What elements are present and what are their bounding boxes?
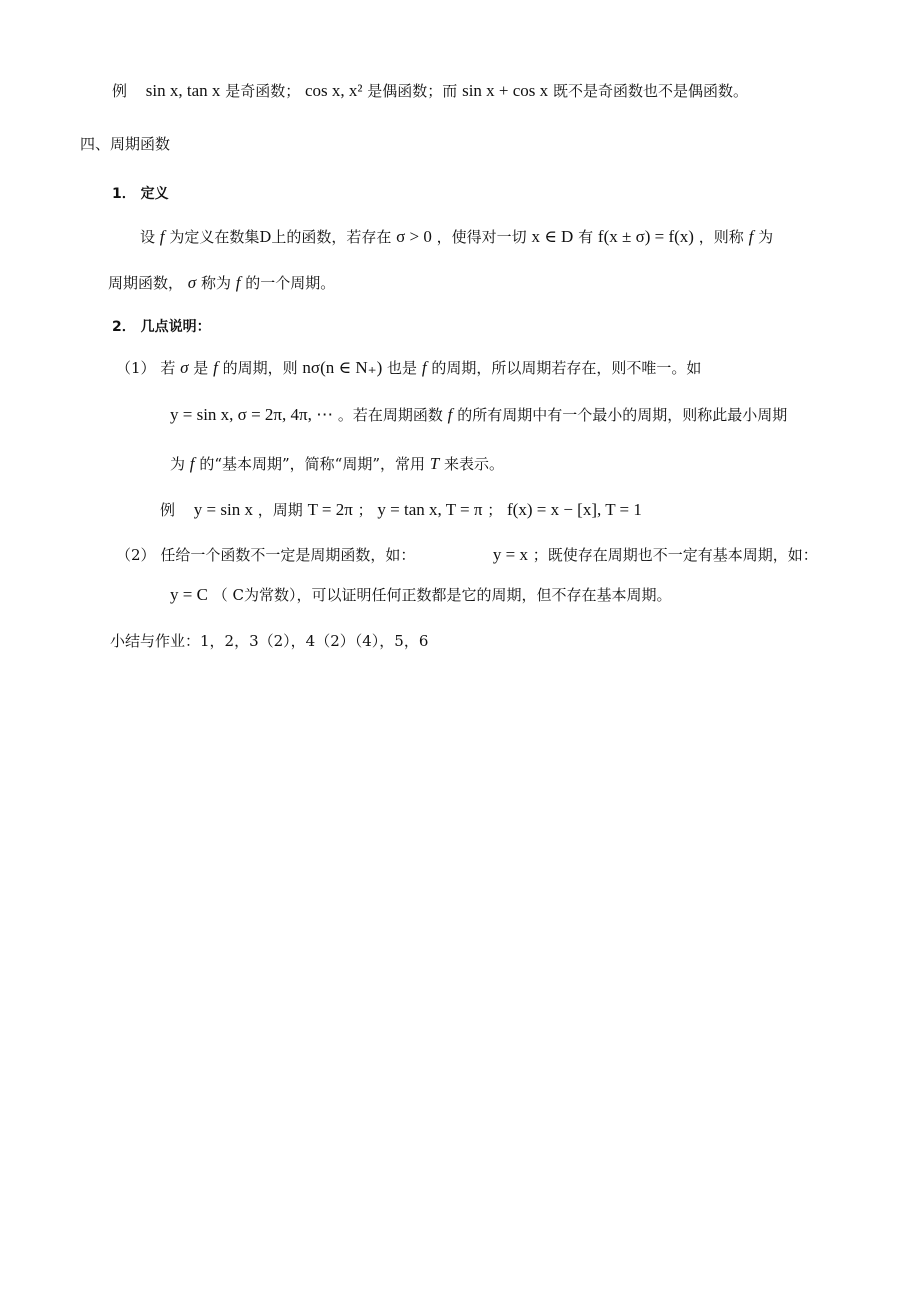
- text-fragment: 的周期，则: [222, 359, 298, 377]
- note-2-line-2: [170, 584, 671, 606]
- text-fragment: 为定义在数集D上的函数，若存在: [169, 228, 392, 246]
- note-1-line-3: [170, 453, 504, 475]
- text-fragment: 的“基本周期”，简称“周期”，常用: [199, 455, 425, 473]
- text-fragment: 任给一个函数不一定是周期函数，如：: [160, 546, 416, 564]
- note-1-line-2: [170, 404, 787, 426]
- text-fragment: （ C为常数），可以证明任何正数都是它的周期，但不存在基本周期。: [212, 586, 672, 604]
- math-expression: f: [213, 358, 218, 377]
- text-fragment: ，使得对一切: [436, 228, 527, 246]
- text-fragment: 有: [578, 228, 594, 246]
- text-fragment: 来表示。: [444, 455, 505, 473]
- text-fragment: 是: [193, 359, 209, 377]
- math-expression: y = sin x, σ = 2π, 4π, ⋯: [170, 405, 334, 424]
- math-expression: cos x, x²: [304, 81, 363, 100]
- text-fragment: 的一个周期。: [245, 274, 336, 292]
- list-number: （1）: [116, 359, 156, 377]
- text-fragment: 既不是奇函数也不是偶函数。: [552, 82, 748, 100]
- note-2-line-1: [116, 544, 818, 566]
- math-expression: σ > 0: [396, 227, 432, 246]
- text-fragment: 设: [140, 228, 156, 246]
- text-fragment: ；: [357, 501, 373, 519]
- text-fragment: 为: [758, 228, 774, 246]
- math-expression: σ: [180, 358, 189, 377]
- text-fragment: 若: [160, 359, 176, 377]
- subsection-heading-notes: [112, 316, 211, 338]
- math-expression: x ∈ D: [531, 227, 574, 246]
- text-fragment: 。若在周期函数: [337, 406, 443, 424]
- subsection-heading-definition: [112, 183, 169, 205]
- text-fragment: ；: [487, 501, 503, 519]
- text-fragment: 是奇函数；: [225, 82, 301, 100]
- example-periods-line: [160, 499, 642, 521]
- math-expression: f: [421, 358, 427, 377]
- subsection-title: 1． 定义: [112, 186, 169, 202]
- math-expression: T = 2π: [307, 500, 353, 519]
- definition-line-1: [140, 226, 773, 248]
- math-expression: f: [159, 227, 165, 246]
- text-fragment: 周期函数，: [108, 274, 184, 292]
- text-fragment: ，周期: [257, 501, 303, 519]
- math-expression: sin x, tan x: [145, 81, 221, 100]
- math-expression: σ: [187, 273, 197, 292]
- text-fragment: 称为: [200, 274, 231, 292]
- example-label: 例: [160, 501, 176, 519]
- note-1-line-1: [116, 357, 701, 379]
- text-fragment: ，则称: [698, 228, 744, 246]
- math-expression: y = x: [492, 545, 528, 564]
- text-fragment: 也是: [387, 359, 418, 377]
- math-expression: T: [429, 454, 440, 473]
- math-expression: nσ(n ∈ N₊): [302, 358, 383, 377]
- text-fragment: 的周期，所以周期若存在，则不唯一。如: [431, 359, 702, 377]
- text-fragment: 是偶函数；而: [367, 82, 458, 100]
- math-expression: f(x ± σ) = f(x): [597, 227, 694, 246]
- example-label: 例: [112, 82, 128, 100]
- summary-text: 小结与作业：1，2，3（2），4（2）（4），5，6: [110, 632, 429, 650]
- definition-line-2: [108, 272, 335, 294]
- text-fragment: ；既使存在周期也不一定有基本周期，如：: [532, 546, 818, 564]
- math-expression: f: [235, 273, 241, 292]
- section-heading: [80, 133, 170, 155]
- subsection-title: 2． 几点说明：: [112, 319, 211, 335]
- list-number: （2）: [116, 546, 156, 564]
- math-expression: f: [748, 227, 754, 246]
- summary-homework-line: [110, 630, 428, 652]
- math-expression: f: [447, 405, 453, 424]
- math-expression: y = sin x: [193, 500, 253, 519]
- text-fragment: 为: [170, 455, 186, 473]
- math-expression: f: [189, 454, 195, 473]
- text-fragment: 的所有周期中有一个最小的周期，则称此最小周期: [457, 406, 788, 424]
- math-expression: y = C: [170, 585, 208, 604]
- section-title: 四、周期函数: [80, 135, 171, 153]
- math-expression: f(x) = x − [x], T = 1: [507, 500, 642, 519]
- math-expression: sin x + cos x: [462, 81, 549, 100]
- example-odd-even-line: [112, 80, 748, 102]
- math-expression: y = tan x, T = π: [377, 500, 483, 519]
